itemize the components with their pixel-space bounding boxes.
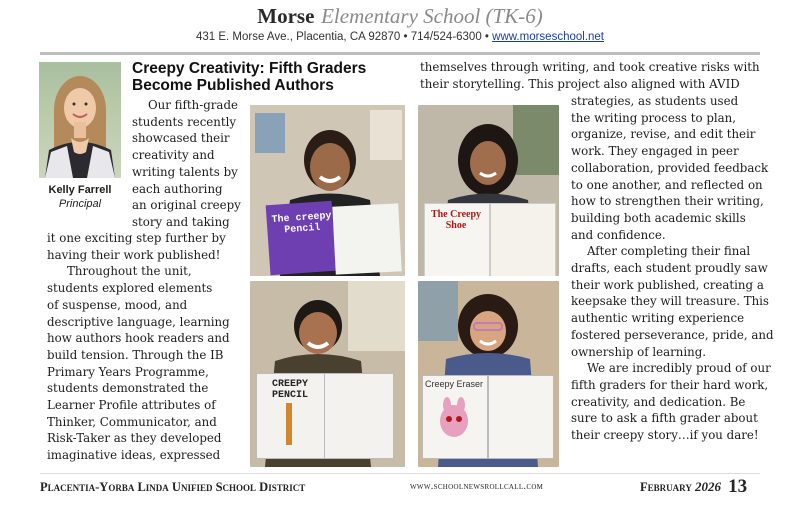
body-line: fifth graders for their hard work,	[571, 377, 769, 392]
issue-month: February	[640, 480, 692, 494]
school-address	[0, 31, 800, 43]
body-line: their work published, creating a	[571, 277, 764, 292]
footer-rule	[40, 473, 760, 474]
body-line: an original creepy	[132, 198, 241, 213]
body-line: After completing their final	[587, 244, 751, 259]
body-line: how authors hook readers and	[47, 331, 230, 346]
body-line: strategies, as students used	[571, 94, 739, 108]
book-title: Creepy Eraser	[424, 379, 484, 389]
body-line: Learner Profile attributes of	[47, 398, 216, 413]
body-line: descriptive language, learning	[47, 314, 230, 329]
body-line: imaginative ideas, expressed	[47, 448, 221, 463]
issue-year: 2026	[694, 479, 721, 494]
body-line: creativity and	[132, 148, 215, 163]
article-column-1-bottom	[47, 230, 230, 464]
body-line: Thinker, Communicator, and	[47, 414, 217, 429]
principal-title: Principal	[58, 198, 102, 210]
headline-line: Become Published Authors	[132, 77, 334, 94]
school-name: Morse	[257, 4, 315, 28]
body-line: each authoring	[132, 181, 223, 196]
article-column-2-top	[420, 59, 760, 92]
article-headline	[132, 60, 392, 94]
body-line: organize, revise, and edit their	[571, 127, 756, 142]
student-photo-4	[418, 281, 559, 467]
body-line: building both academic skills	[571, 210, 746, 225]
principal-name: Kelly Farrell	[48, 184, 112, 196]
student-photo-3	[250, 281, 405, 467]
body-line: and confidence.	[571, 227, 666, 242]
student-photo-2	[418, 105, 559, 276]
body-line: authentic writing experience	[571, 311, 745, 326]
book-title: CREEPY PENCIL	[271, 379, 308, 401]
body-line: work. They engaged in peer	[571, 144, 739, 159]
book-title: The Creepy Shoe	[430, 209, 482, 231]
body-line: Primary Years Programme,	[47, 364, 209, 379]
body-line: themselves through writing, and took creative risks with	[420, 60, 760, 74]
footer-website[interactable]: www.schoolnewsrollcall.com	[410, 481, 544, 492]
body-line: writing talents by	[132, 164, 238, 179]
body-line: fostered perseverance, pride, and	[571, 327, 774, 342]
body-line: Throughout the unit,	[67, 264, 192, 279]
student-photo-1	[250, 105, 405, 276]
body-line: students explored elements	[47, 281, 213, 296]
headline-line: Creepy Creativity: Fifth Graders	[132, 60, 367, 77]
masthead	[0, 4, 800, 28]
footer-issue	[640, 476, 747, 498]
body-line: keepsake they will treasure. This	[571, 294, 769, 309]
page-number: 13	[728, 476, 748, 497]
address-text: 431 E. Morse Ave., Placentia, CA 92870 • 714/524-6300 •	[195, 31, 489, 43]
body-line: build tension. Through the IB	[47, 347, 224, 362]
school-type: Elementary School (TK-6)	[321, 4, 543, 28]
body-line: drafts, each student proudly saw	[571, 261, 768, 276]
body-line: their creepy story…if you dare!	[571, 428, 759, 443]
body-line: collaboration, provided feedback	[571, 160, 769, 175]
body-line: Our fifth-grade	[148, 98, 238, 112]
body-line: it one exciting step further by	[47, 231, 226, 245]
body-line: to one another, and reflected on	[571, 177, 763, 192]
body-line: We are incredibly proud of our	[587, 361, 771, 376]
body-line: ownership of learning.	[571, 344, 707, 359]
body-line: Risk-Taker as they developed	[47, 431, 222, 446]
book-title: The creepy Pencil	[271, 210, 332, 237]
header-rule	[40, 52, 760, 55]
body-line: students recently	[132, 114, 237, 129]
article-column-1-top	[132, 97, 241, 231]
body-line: of suspense, mood, and	[47, 297, 188, 312]
footer-district: Placentia-Yorba Linda Unified School District	[40, 480, 306, 494]
body-line: showcased their	[132, 131, 230, 146]
body-line: creativity, and dedication. Be	[571, 394, 746, 409]
body-line: their storytelling. This project also aligned with AVID	[420, 76, 740, 91]
body-line: sure to ask a fifth grader about	[571, 411, 758, 426]
body-line: story and taking	[132, 214, 230, 229]
body-line: having their work published!	[47, 247, 221, 262]
body-line: how to strengthen their writing,	[571, 194, 764, 209]
article-column-2	[571, 93, 774, 444]
body-line: the writing process to plan,	[571, 110, 737, 125]
school-website-link[interactable]: www.morseschool.net	[492, 31, 605, 43]
principal-photo	[39, 62, 121, 178]
body-line: students demonstrated the	[47, 381, 209, 396]
